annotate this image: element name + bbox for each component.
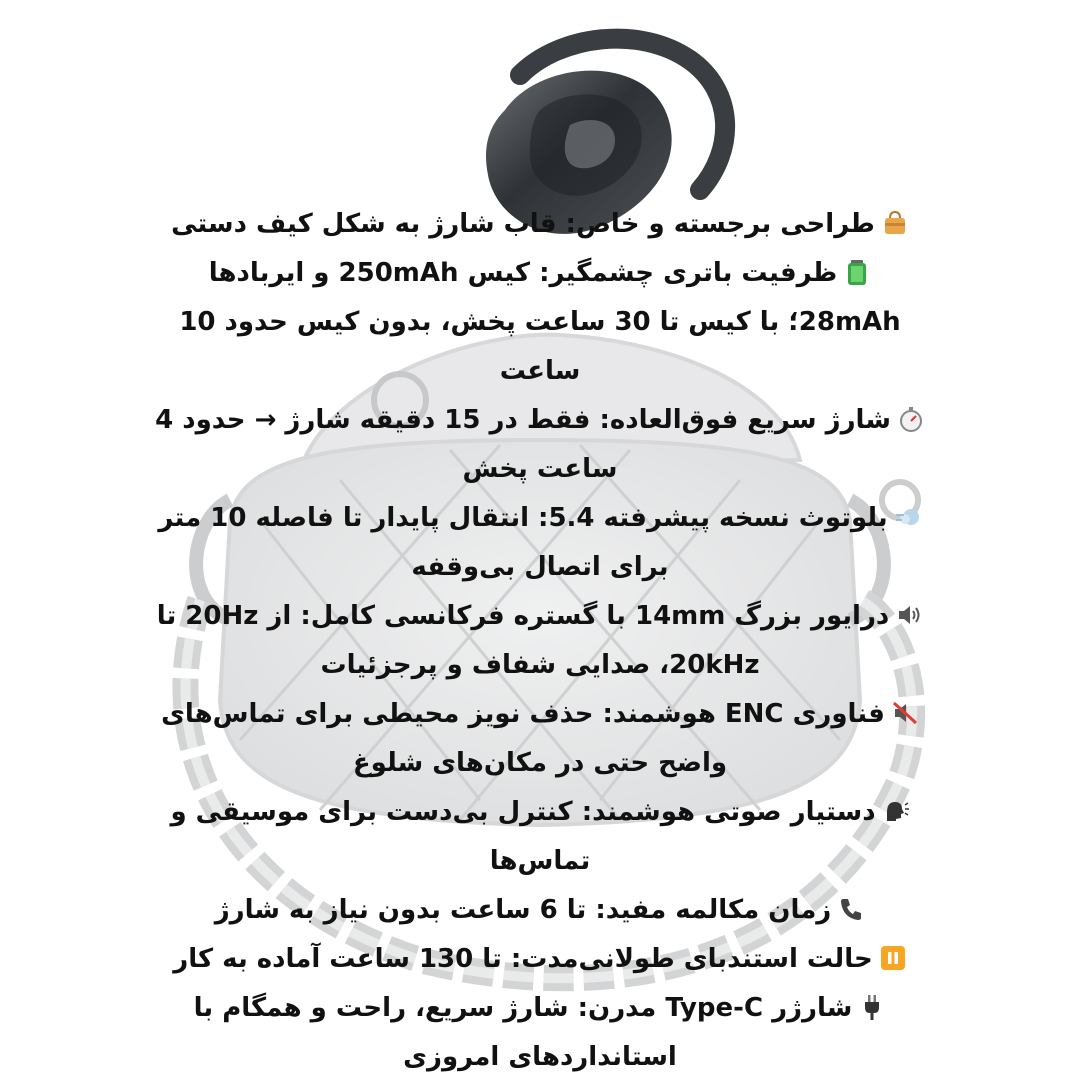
feature-list xyxy=(150,200,930,1080)
speaker-icon xyxy=(895,601,923,629)
feature-item xyxy=(150,396,930,494)
plug-icon xyxy=(858,993,886,1021)
feature-text: دستیار صوتی هوشمند: کنترل بی‌دست برای موسیقی و تماس‌ها xyxy=(170,797,876,876)
feature-text: ظرفیت باتری چشمگیر: کیس 250mAh و ایربادها 28mAh؛ با کیس تا 30 ساعت پخش، بدون کیس حدود 10 ساعت xyxy=(179,258,901,386)
dash-wind-icon xyxy=(894,503,922,531)
speaking-head-icon xyxy=(882,797,910,825)
stopwatch-icon xyxy=(897,405,925,433)
feature-text: بلوتوث نسخه پیشرفته 5.4: انتقال پایدار تا فاصله 10 متر برای اتصال بی‌وقفه xyxy=(158,503,888,582)
feature-text: شارژ سریع فوق‌العاده: فقط در 15 دقیقه شارژ → حدود 4 ساعت پخش xyxy=(155,405,891,484)
feature-text: زمان مکالمه مفید: تا 6 ساعت بدون نیاز به شارژ xyxy=(214,895,832,925)
feature-text: درایور بزرگ 14mm با گستره فرکانسی کامل: از 20Hz تا 20kHz، صدایی شفاف و پرجزئیات xyxy=(156,601,890,680)
feature-item xyxy=(150,788,930,886)
handbag-icon xyxy=(881,209,909,237)
feature-text: حالت استندبای طولانی‌مدت: تا 130 ساعت آماده به کار xyxy=(173,944,873,974)
feature-item xyxy=(150,494,930,592)
feature-item xyxy=(150,886,930,935)
battery-icon xyxy=(843,258,871,286)
feature-item xyxy=(150,249,930,396)
feature-item xyxy=(150,592,930,690)
feature-item xyxy=(150,984,930,1080)
feature-text: فناوری ENC هوشمند: حذف نویز محیطی برای تماس‌های واضح حتی در مکان‌های شلوغ xyxy=(161,699,885,778)
feature-item xyxy=(150,690,930,788)
feature-text: شارژر Type-C مدرن: شارژ سریع، راحت و همگام با استانداردهای امروزی xyxy=(193,993,853,1072)
feature-item xyxy=(150,935,930,984)
pause-icon xyxy=(879,944,907,972)
feature-item xyxy=(150,200,930,249)
phone-icon xyxy=(837,895,865,923)
feature-text: طراحی برجسته و خاص: قاب شارژ به شکل کیف دستی xyxy=(171,209,875,239)
muted-speaker-icon xyxy=(891,699,919,727)
